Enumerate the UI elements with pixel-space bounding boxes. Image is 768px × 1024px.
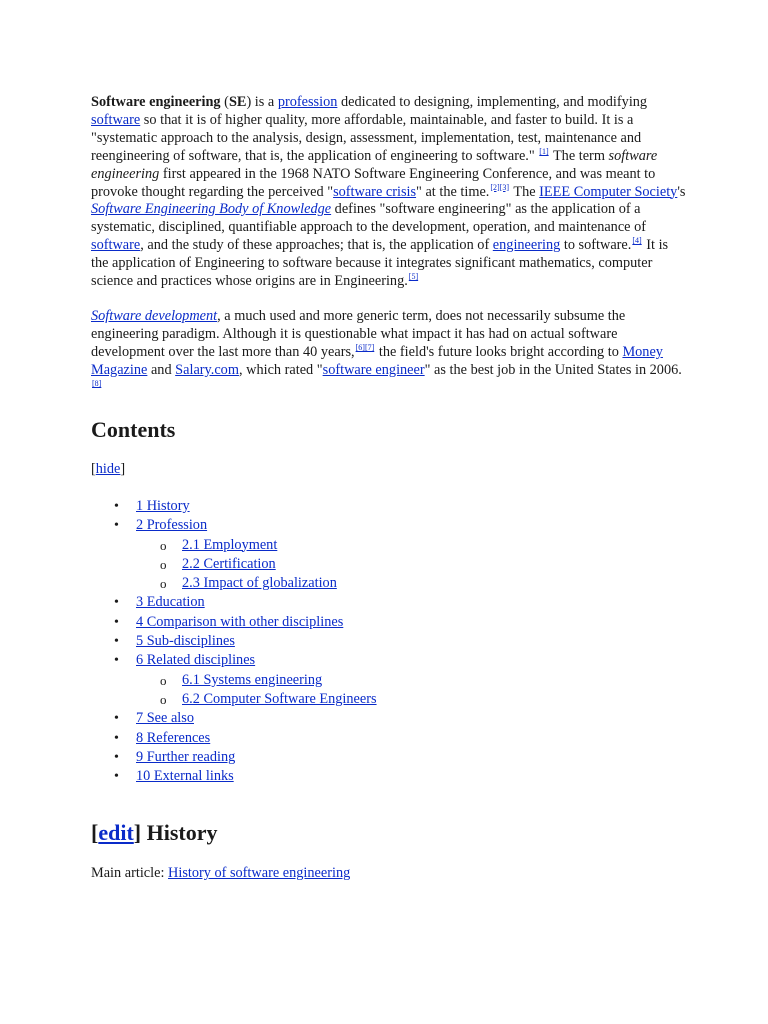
link-software-2[interactable]: software [91, 237, 141, 254]
bullet-icon: • [114, 614, 119, 630]
main-article-label: Main article: [91, 865, 169, 881]
circle-bullet-icon: o [160, 556, 167, 572]
bullet-icon: • [114, 499, 119, 514]
citation-8 [92, 379, 101, 388]
toc-link-computer-software-engineers[interactable]: 6.2 Computer Software Engineers [182, 690, 377, 707]
toc-toggle [91, 460, 125, 478]
bullet-icon: • [114, 711, 119, 727]
text: The term [549, 147, 609, 164]
link-ieee-computer-society[interactable]: IEEE Computer Society [539, 183, 678, 200]
circle-bullet-icon: o [160, 537, 167, 553]
history-heading-text: History [141, 820, 218, 845]
citation-1 [539, 147, 548, 156]
text: " as the best job in the United States in 2006. [424, 361, 682, 378]
link-history-of-software-engineering[interactable]: History of software engineering [168, 865, 351, 881]
toc-link-related-disciplines[interactable]: 6 Related disciplines [136, 652, 256, 669]
text: ) is a [246, 94, 278, 110]
toc-link-globalization[interactable]: 2.3 Impact of globalization [182, 575, 337, 592]
text: , and the study of these approaches; that is, the application of [140, 237, 493, 254]
toc-link-history[interactable]: 1 History [136, 498, 190, 514]
toc-link-systems-engineering[interactable]: 6.1 Systems engineering [182, 671, 323, 688]
toc-link-further-reading[interactable]: 9 Further reading [136, 748, 236, 765]
link-profession[interactable]: profession [277, 94, 338, 110]
link-money-magazine[interactable]: Money Magazine [91, 343, 663, 378]
link-software-engineer[interactable]: software engineer [322, 361, 425, 378]
development-paragraph [91, 308, 687, 398]
citation-2-3 [490, 183, 509, 192]
text: ( [220, 94, 229, 110]
toc-link-external-links[interactable]: 10 External links [136, 768, 234, 785]
citation-link-1[interactable]: [1] [539, 146, 549, 156]
link-software-crisis[interactable]: software crisis [333, 183, 417, 200]
text: 's [677, 183, 686, 200]
citation-link-6-7[interactable]: [6][7] [355, 342, 375, 352]
text: first appeared in the 1968 NATO Software Engineering Conference, and was meant to provoke thought regarding the perceived " [91, 165, 656, 200]
bullet-icon: • [114, 595, 119, 611]
text: and [147, 361, 176, 378]
text: the field's future looks bright according to [375, 343, 623, 360]
bracket: ] [133, 820, 142, 845]
text: " at the time. [416, 183, 490, 200]
citation-link-8[interactable]: [8] [92, 378, 102, 388]
toc-link-comparison[interactable]: 4 Comparison with other disciplines [136, 613, 344, 630]
intro-paragraph [91, 94, 687, 291]
toc-link-certification[interactable]: 2.2 Certification [182, 555, 276, 572]
term-software-engineering: Software engineering [91, 94, 221, 110]
citation-4 [632, 236, 641, 245]
toc-link-see-also[interactable]: 7 See also [136, 710, 194, 727]
text: dedicated to designing, implementing, and modifying [337, 94, 648, 110]
citation-link-5[interactable]: [5] [408, 272, 419, 282]
toc-link-employment[interactable]: 2.1 Employment [182, 536, 278, 553]
text: so that it is of higher quality, more affordable, maintainable, and faster to build. It is a "systematic approach to the analysis, design, assessment, implementation, test, maintenance and reengineering of software, that is, the application of engineering to software." [91, 111, 642, 164]
citation-link-4[interactable]: [4] [632, 236, 642, 246]
bracket: [ [91, 820, 99, 845]
link-software-development[interactable]: Software development [91, 308, 218, 324]
circle-bullet-icon: o [160, 672, 167, 688]
bullet-icon: • [114, 749, 119, 765]
link-engineering[interactable]: engineering [492, 237, 561, 254]
text: , a much used and more generic term, does not necessarily subsume the engineering paradigm. Although it is questionable what impact it has had on actual software development over the last more than 40 years, [91, 308, 626, 360]
main-article-note [91, 864, 350, 882]
link-software[interactable]: software [91, 111, 141, 128]
citation-5 [409, 272, 418, 281]
bracket: [ [91, 461, 96, 477]
text: defines "software engineering" as the application of a systematic, disciplined, quantifiable approach to the development, operation, and maintenance of [91, 201, 647, 236]
toc-link-education[interactable]: 3 Education [136, 594, 205, 611]
citation-6-7 [356, 343, 375, 352]
text: It is the application of Engineering to software because it integrates significant mathematics, computer science and practices whose origins are in Engineering. [91, 237, 669, 290]
bullet-icon: • [114, 653, 119, 669]
bullet-icon: • [114, 769, 119, 785]
term-italic: software engineering [91, 147, 658, 182]
citation-link-2-3[interactable]: [2][3] [490, 182, 510, 192]
hide-toc-link[interactable]: hide [95, 461, 121, 477]
circle-bullet-icon: o [160, 576, 167, 592]
bracket: ] [120, 461, 126, 477]
edit-history-link[interactable]: edit [98, 820, 134, 845]
link-swebok[interactable]: Software Engineering Body of Knowledge [91, 201, 332, 218]
bullet-icon: • [114, 730, 119, 746]
text: The [510, 183, 540, 200]
bullet-icon: • [114, 634, 119, 650]
bullet-icon: • [114, 518, 119, 534]
contents-heading: Contents [91, 417, 176, 442]
toc-link-references[interactable]: 8 References [136, 729, 211, 746]
text: to software. [560, 237, 632, 254]
text: , which rated " [238, 361, 323, 378]
toc-link-sub-disciplines[interactable]: 5 Sub-disciplines [136, 633, 235, 650]
link-salary-com[interactable]: Salary.com [175, 361, 239, 378]
history-heading [91, 818, 218, 848]
circle-bullet-icon: o [160, 691, 167, 707]
term-se: SE [228, 94, 247, 110]
toc-link-profession[interactable]: 2 Profession [136, 517, 208, 534]
